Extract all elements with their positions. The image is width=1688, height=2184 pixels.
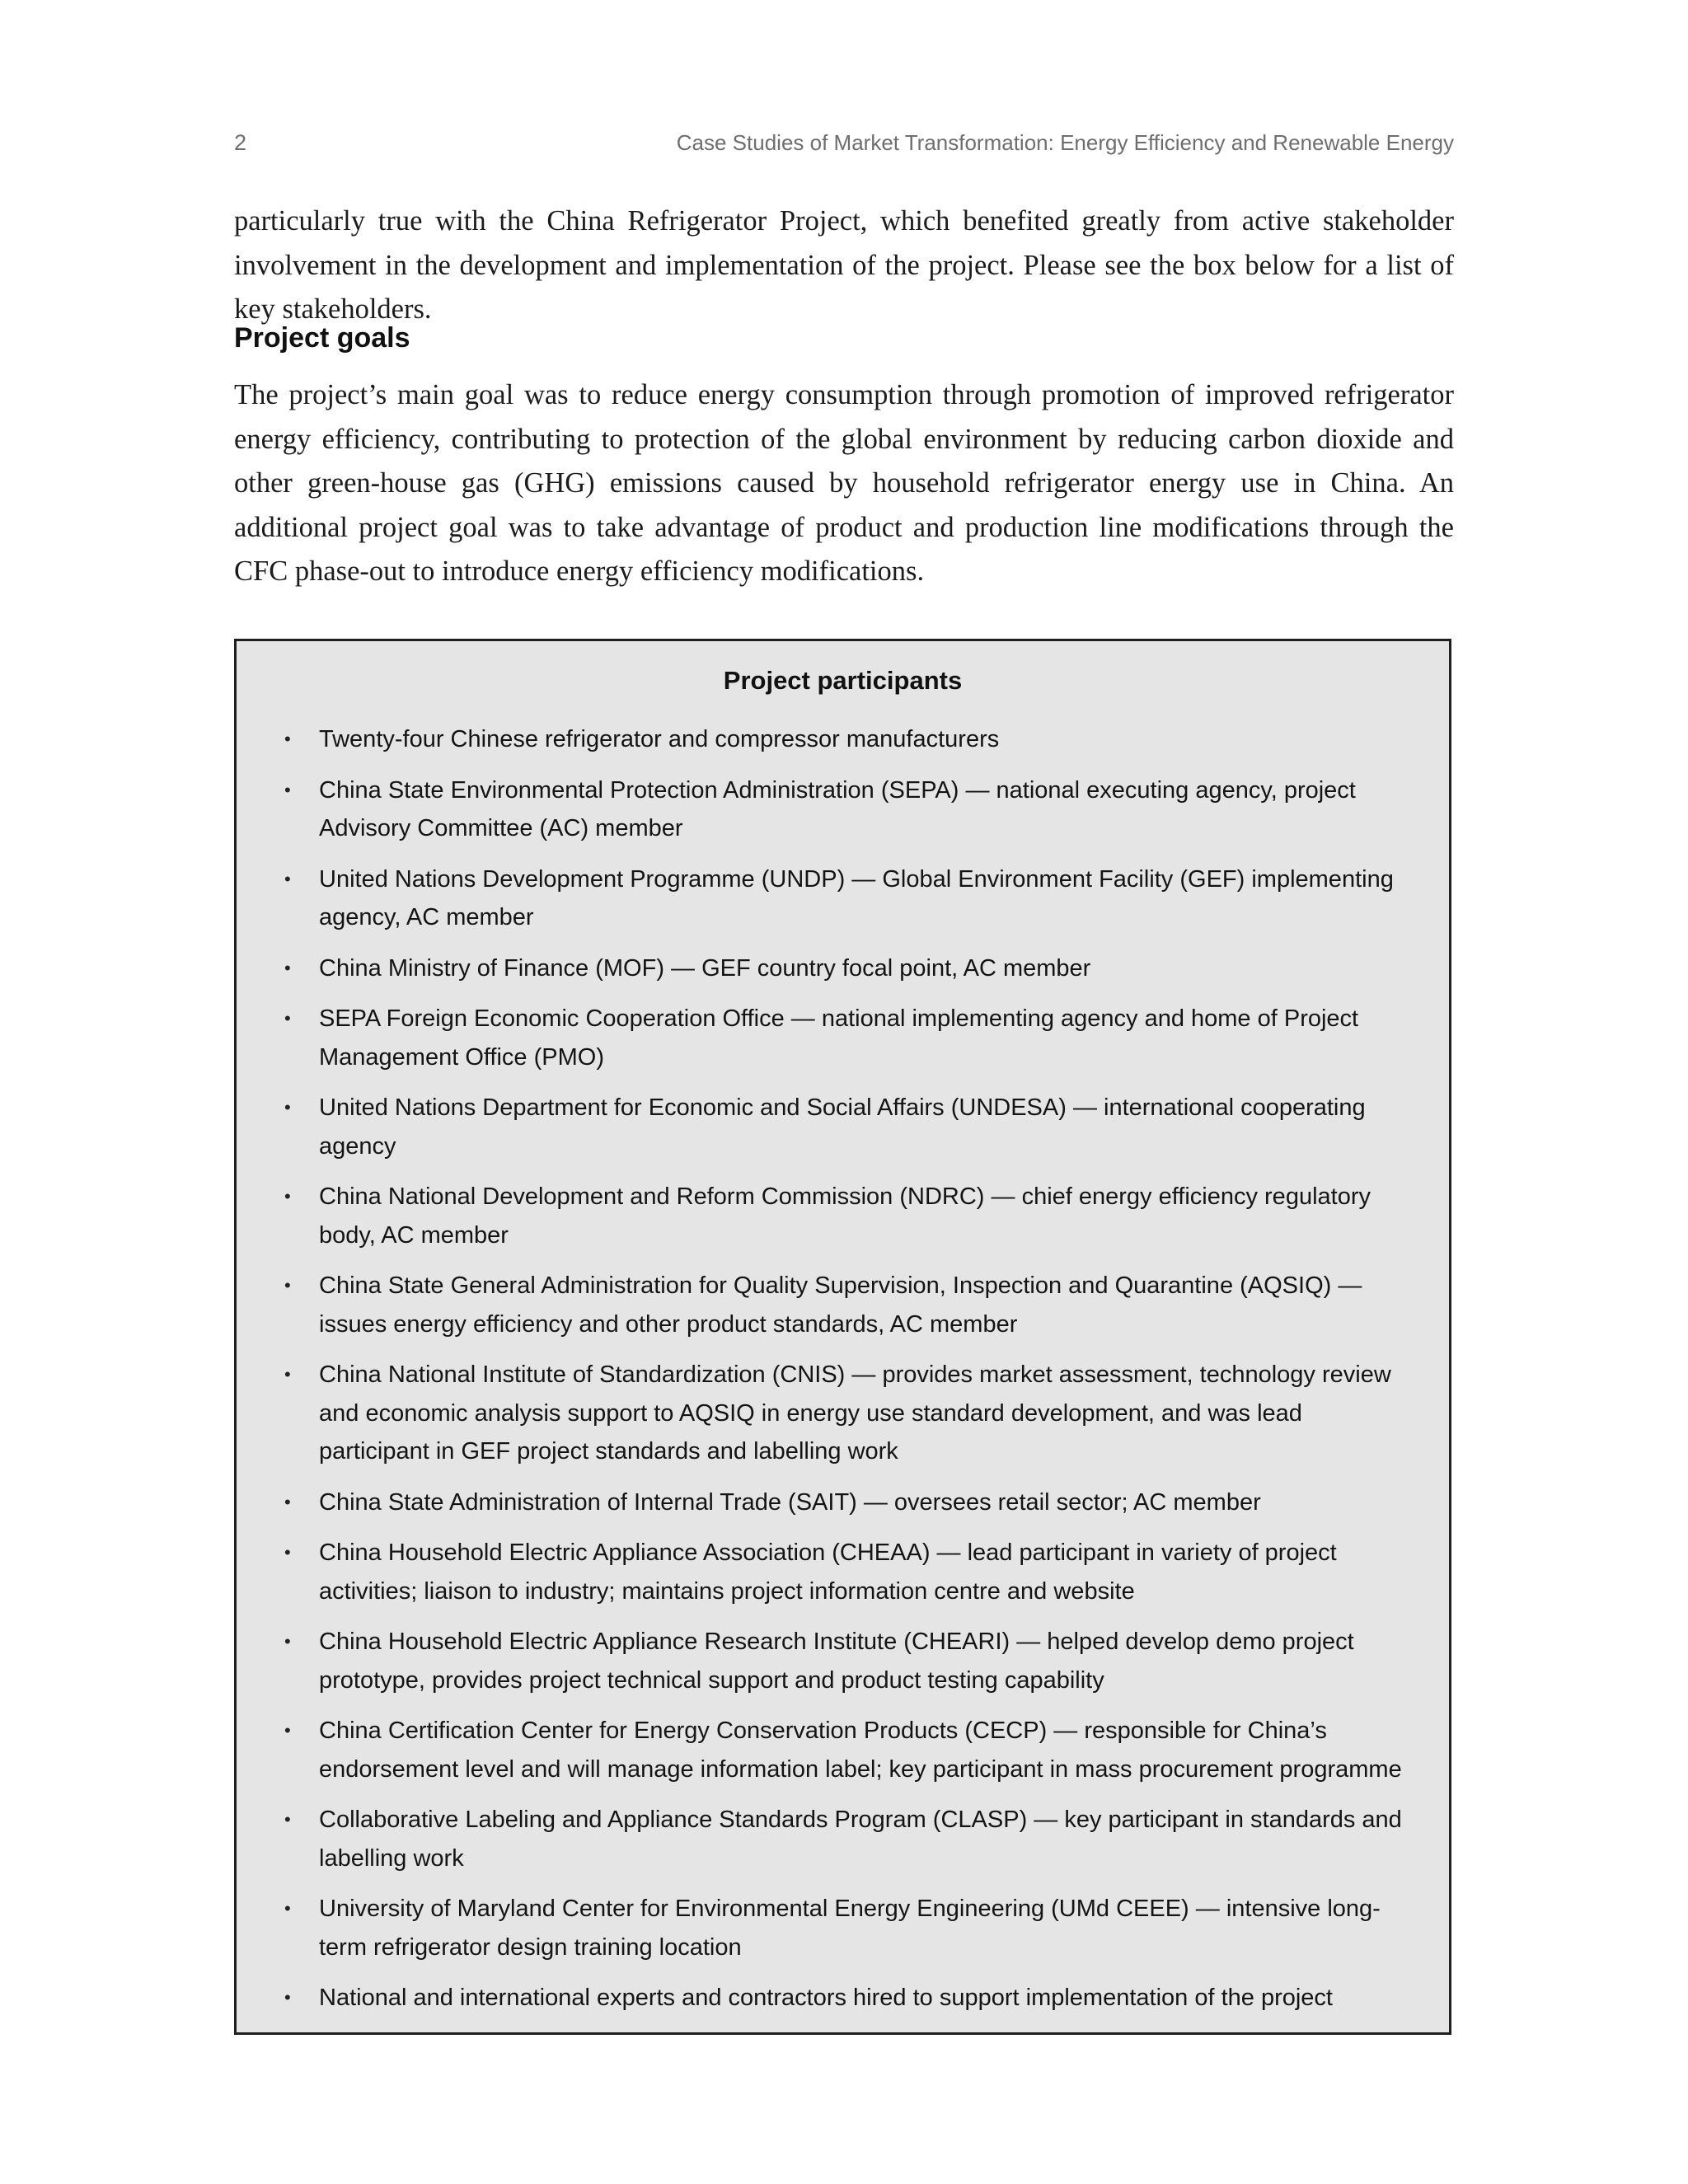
- bullet-icon: •: [284, 1186, 291, 1207]
- participant-text: SEPA Foreign Economic Cooperation Office — national implementing agency and home of Project Management Office (PMO): [319, 1005, 1359, 1071]
- participant-item: [237, 771, 1449, 848]
- participants-list: [237, 720, 1449, 2030]
- participant-item: [237, 1979, 1449, 2018]
- bullet-icon: •: [284, 1008, 291, 1029]
- participant-item: [237, 1534, 1449, 1610]
- project-participants-box: [234, 639, 1451, 2035]
- bullet-icon: •: [284, 1631, 291, 1652]
- participant-text: China Certification Center for Energy Conservation Products (CECP) — responsible for China’s endorsement level and will manage information label; key participant in mass procurement programme: [319, 1718, 1402, 1783]
- bullet-icon: •: [284, 1364, 291, 1385]
- participant-text: China State Administration of Internal Trade (SAIT) — oversees retail sector; AC member: [319, 1488, 1261, 1516]
- participant-item: [237, 1623, 1449, 1699]
- bullet-icon: •: [284, 1097, 291, 1118]
- participant-text: China Household Electric Appliance Research Institute (CHEARI) — helped develop demo project prototype, provides project technical support and product testing capability: [319, 1629, 1354, 1694]
- box-title: Project participants: [723, 666, 963, 695]
- bullet-icon: •: [284, 1898, 291, 1919]
- bullet-icon: •: [284, 868, 291, 889]
- participant-text: United Nations Department for Economic and Social Affairs (UNDESA) — international cooperating agency: [319, 1094, 1366, 1160]
- bullet-icon: •: [284, 957, 291, 978]
- participant-text: United Nations Development Programme (UNDP) — Global Environment Facility (GEF) implementing agency, AC member: [319, 865, 1394, 930]
- running-header: Case Studies of Market Transformation: Energy Efficiency and Renewable Energy: [676, 130, 1454, 155]
- participant-text: China State Environmental Protection Administration (SEPA) — national executing agency, project Advisory Committee (AC) member: [319, 776, 1356, 841]
- bullet-icon: •: [284, 1720, 291, 1741]
- participant-text: China Household Electric Appliance Association (CHEAA) — lead participant in variety of project activities; liaison to industry; maintains project information centre and website: [319, 1540, 1337, 1605]
- project-goals-paragraph: The project’s main goal was to reduce energy consumption through promotion of improved refrigerator energy efficiency, contributing to protection of the global environment by reducing carbon dioxide and other green-house gas (GHG) emissions caused by household refrigerator energy use in China. An additional project goal was to take advantage of product and production line modifications through the CFC phase-out to introduce energy efficiency modifications.: [234, 379, 1454, 587]
- participant-item: [237, 1000, 1449, 1076]
- participant-item: [237, 1356, 1449, 1471]
- participant-text: University of Maryland Center for Environmental Energy Engineering (UMd CEEE) — intensive long-term refrigerator design training location: [319, 1896, 1381, 1961]
- intro-paragraph: particularly true with the China Refrigerator Project, which benefited greatly from active stakeholder involvement in the development and implementation of the project. Please see the box below for a list of key stakeholders.: [234, 205, 1454, 325]
- bullet-icon: •: [284, 779, 291, 800]
- participant-text: China National Institute of Standardization (CNIS) — provides market assessment, technology review and economic analysis support to AQSIQ in energy use standard development, and was lead participant in GEF project standards and labelling work: [319, 1361, 1391, 1465]
- participant-item: [237, 1890, 1449, 1966]
- participant-item: [237, 949, 1449, 988]
- participant-item: [237, 1801, 1449, 1877]
- participant-text: Twenty-four Chinese refrigerator and compressor manufacturers: [319, 726, 1000, 752]
- bullet-icon: •: [284, 1275, 291, 1296]
- bullet-icon: •: [284, 729, 291, 749]
- participant-item: [237, 1267, 1449, 1343]
- participant-item: [237, 860, 1449, 937]
- section-heading-project-goals: Project goals: [234, 322, 410, 354]
- participant-item: [237, 720, 1449, 759]
- participant-text: China National Development and Reform Commission (NDRC) — chief energy efficiency regulatory body, AC member: [319, 1183, 1371, 1249]
- participant-text: China Ministry of Finance (MOF) — GEF country focal point, AC member: [319, 954, 1091, 982]
- participant-item: [237, 1089, 1449, 1165]
- participant-item: [237, 1712, 1449, 1788]
- participant-text: Collaborative Labeling and Appliance Standards Program (CLASP) — key participant in standards and labelling work: [319, 1807, 1402, 1872]
- participant-text: National and international experts and contractors hired to support implementation of the project: [319, 1985, 1333, 2011]
- bullet-icon: •: [284, 1987, 291, 2008]
- participant-item: [237, 1483, 1449, 1522]
- page-number: 2: [234, 130, 247, 155]
- participant-item: [237, 1178, 1449, 1254]
- participant-text: China State General Administration for Quality Supervision, Inspection and Quarantine (AQSIQ) — issues energy efficiency and other product standards, AC member: [319, 1272, 1362, 1338]
- bullet-icon: •: [284, 1491, 291, 1512]
- bullet-icon: •: [284, 1542, 291, 1563]
- bullet-icon: •: [284, 1809, 291, 1830]
